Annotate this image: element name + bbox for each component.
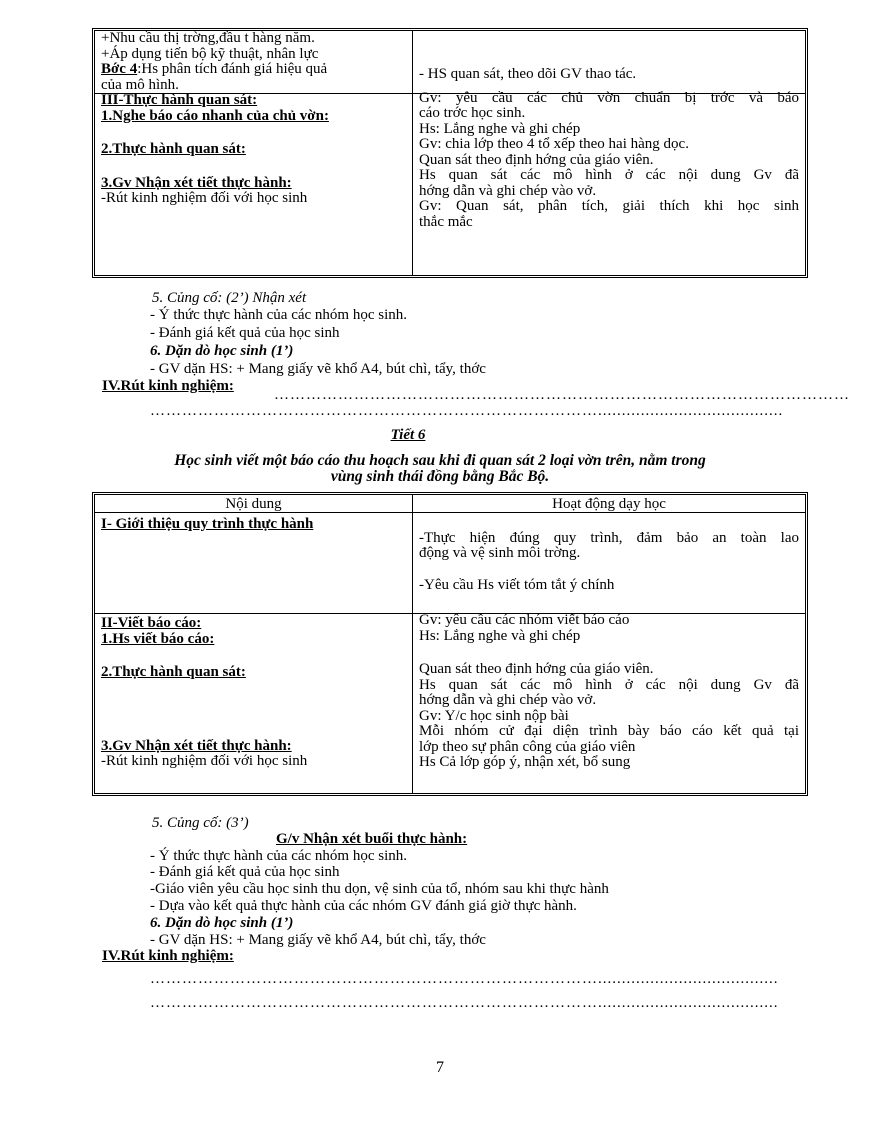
tech-progress-line: +Áp dụng tiến bộ kỹ thuật, nhân lực [101, 45, 319, 62]
step4-continuation: của mô hình. [101, 76, 179, 93]
page-number: 7 [436, 1059, 444, 1076]
header-activities: Hoạt động dạy học [552, 496, 666, 512]
activity-line-3: Hs: Lắng nghe và ghi chép [419, 120, 581, 137]
heading-2-3: 3.Gv Nhận xét tiết thực hành: [101, 737, 292, 754]
consolidation-heading-2: 5. Củng cố: (3’) [152, 815, 249, 831]
consolidation-item-2: - Đánh giá kết quả của học sinh [150, 325, 340, 341]
consolidation-item-1: - Ý thức thực hành của các nhóm học sinh. [150, 307, 408, 323]
procedure-line-3: -Yêu cầu Hs viết tóm tắt ý chính [419, 576, 615, 593]
experience-heading-2: IV.Rút kinh nghiệm: [102, 948, 234, 964]
lesson-6-intro-2: vùng sinh thái đồng bằng Bắc Bộ. [330, 468, 550, 485]
dotted-line-2b: …………………………………………………………………………...................................... [150, 995, 779, 1011]
activity-line-6: Hs quan sát các mô hình ở các nội dung Gv đã [419, 167, 799, 183]
review-item-3: -Giáo viên yêu cầu học sinh thu dọn, vệ sinh của tổ, nhóm sau khi thực hành [150, 881, 609, 897]
market-demand-line: +Nhu cầu thị trờng,đầu t hàng năm. [101, 30, 315, 46]
review-item-4: - Dựa vào kết quả thực hành của các nhóm GV đánh giá giờ thực hành. [150, 898, 577, 914]
table2-left-column [95, 495, 413, 793]
report-line-5: hớng dẫn và ghi chép vào vở. [419, 692, 597, 708]
activity-line-8: Gv: Quan sát, phân tích, giải thích khi học sinh [419, 198, 799, 214]
heading-2-2: 2.Thực hành quan sát: [101, 664, 246, 680]
consolidation-heading-1 [152, 290, 306, 306]
observe-line: - HS quan sát, theo dõi GV thao tác. [419, 66, 637, 82]
lesson-6-title: Tiết 6 [390, 427, 426, 443]
teacher-review-heading: G/v Nhận xét buổi thực hành: [276, 831, 468, 847]
table1-right-column [413, 31, 805, 275]
dotted-line-2a: …………………………………………………………………………...................................... [150, 971, 779, 987]
step4-label: Bớc 4 [101, 61, 138, 77]
report-line-7: Mỗi nhóm cử đại diện trình bày báo cáo kết quả tại [419, 723, 799, 739]
header-content: Nội dung [225, 496, 282, 512]
report-line-9: Hs Cả lớp góp ý, nhận xét, bổ sung [419, 754, 631, 770]
table1-left-column [95, 31, 413, 275]
report-line-1: Gv: yêu cầu các nhóm viết báo cáo [419, 612, 630, 628]
table2-right-column [413, 495, 805, 793]
activity-line-1: Gv: yêu cầu các chủ vờn chuẩn bị trớc và báo [419, 89, 799, 106]
activity-line-4: Gv: chia lớp theo 4 tổ xếp theo hai hàng dọc. [419, 136, 689, 152]
report-line-6: Gv: Y/c học sinh nộp bài [419, 707, 569, 724]
report-line-2: Hs: Lắng nghe và ghi chép [419, 627, 581, 644]
experience-heading-1: IV.Rút kinh nghiệm: [102, 378, 234, 394]
section-i-heading: I- Giới thiệu quy trình thực hành [101, 515, 314, 532]
activity-line-2: cáo trớc học sinh. [419, 105, 526, 121]
review-item-1: - Ý thức thực hành của các nhóm học sinh. [150, 848, 408, 864]
heading-2-1: 1.Hs viết báo cáo: [101, 630, 215, 647]
activity-line-9: thắc mắc [419, 213, 473, 230]
activity-line-5: Quan sát theo định hớng của giáo viên. [419, 151, 654, 168]
report-line-8: lớp theo sự phân công của giáo viên [419, 738, 636, 755]
homework-heading-1: 6. Dặn dò học sinh (1’) [150, 343, 294, 359]
report-line-3: Quan sát theo định hớng của giáo viên. [419, 661, 654, 677]
activity-line-7: hớng dẫn và ghi chép vào vở. [419, 182, 597, 199]
practice-table-top [92, 28, 808, 278]
review-item-2: - Đánh giá kết quả của học sinh [150, 864, 340, 880]
report-table [92, 492, 808, 796]
heading-3-2: 2.Thực hành quan sát: [101, 141, 246, 157]
homework-heading-2: 6. Dặn dò học sinh (1’) [150, 915, 294, 931]
procedure-line-2: động và vệ sinh môi trờng. [419, 545, 581, 561]
lesson-6-intro-1: Học sinh viết một báo cáo thu hoạch sau khi đi quan sát 2 loại vờn trên, nằm trong [174, 452, 706, 469]
lesson-note-2: -Rút kinh nghiệm đối với học sinh [101, 753, 308, 769]
step4-line [101, 62, 406, 78]
homework-text-2: - GV dặn HS: + Mang giấy vẽ khổ A4, bút chì, tẩy, thớc [150, 932, 486, 948]
section-iii-heading: III-Thực hành quan sát: [101, 92, 258, 108]
procedure-line-1: -Thực hiện đúng quy trình, đảm bảo an toàn lao [419, 529, 799, 546]
heading-3-3: 3.Gv Nhận xét tiết thực hành: [101, 174, 292, 191]
dotted-line-1a: ……………………………………………………………………………………………… [274, 387, 850, 403]
report-line-4: Hs quan sát các mô hình ở các nội dung Gv đã [419, 676, 799, 693]
dotted-line-1b: …………………………………………………………………………....................................... [150, 403, 784, 419]
consolidation-text-1: 5. Củng cố: (2’) Nhận xét [152, 290, 307, 306]
section-ii-heading: II-Viết báo cáo: [101, 615, 202, 631]
homework-text-1: - GV dặn HS: + Mang giấy vẽ khổ A4, bút chì, tẩy, thớc [150, 361, 486, 377]
lesson-note: -Rút kinh nghiệm đối với học sinh [101, 190, 308, 206]
step4-text: :Hs phân tích đánh giá hiệu quả [137, 61, 328, 77]
heading-3-1: 1.Nghe báo cáo nhanh của chủ vờn: [101, 107, 329, 124]
